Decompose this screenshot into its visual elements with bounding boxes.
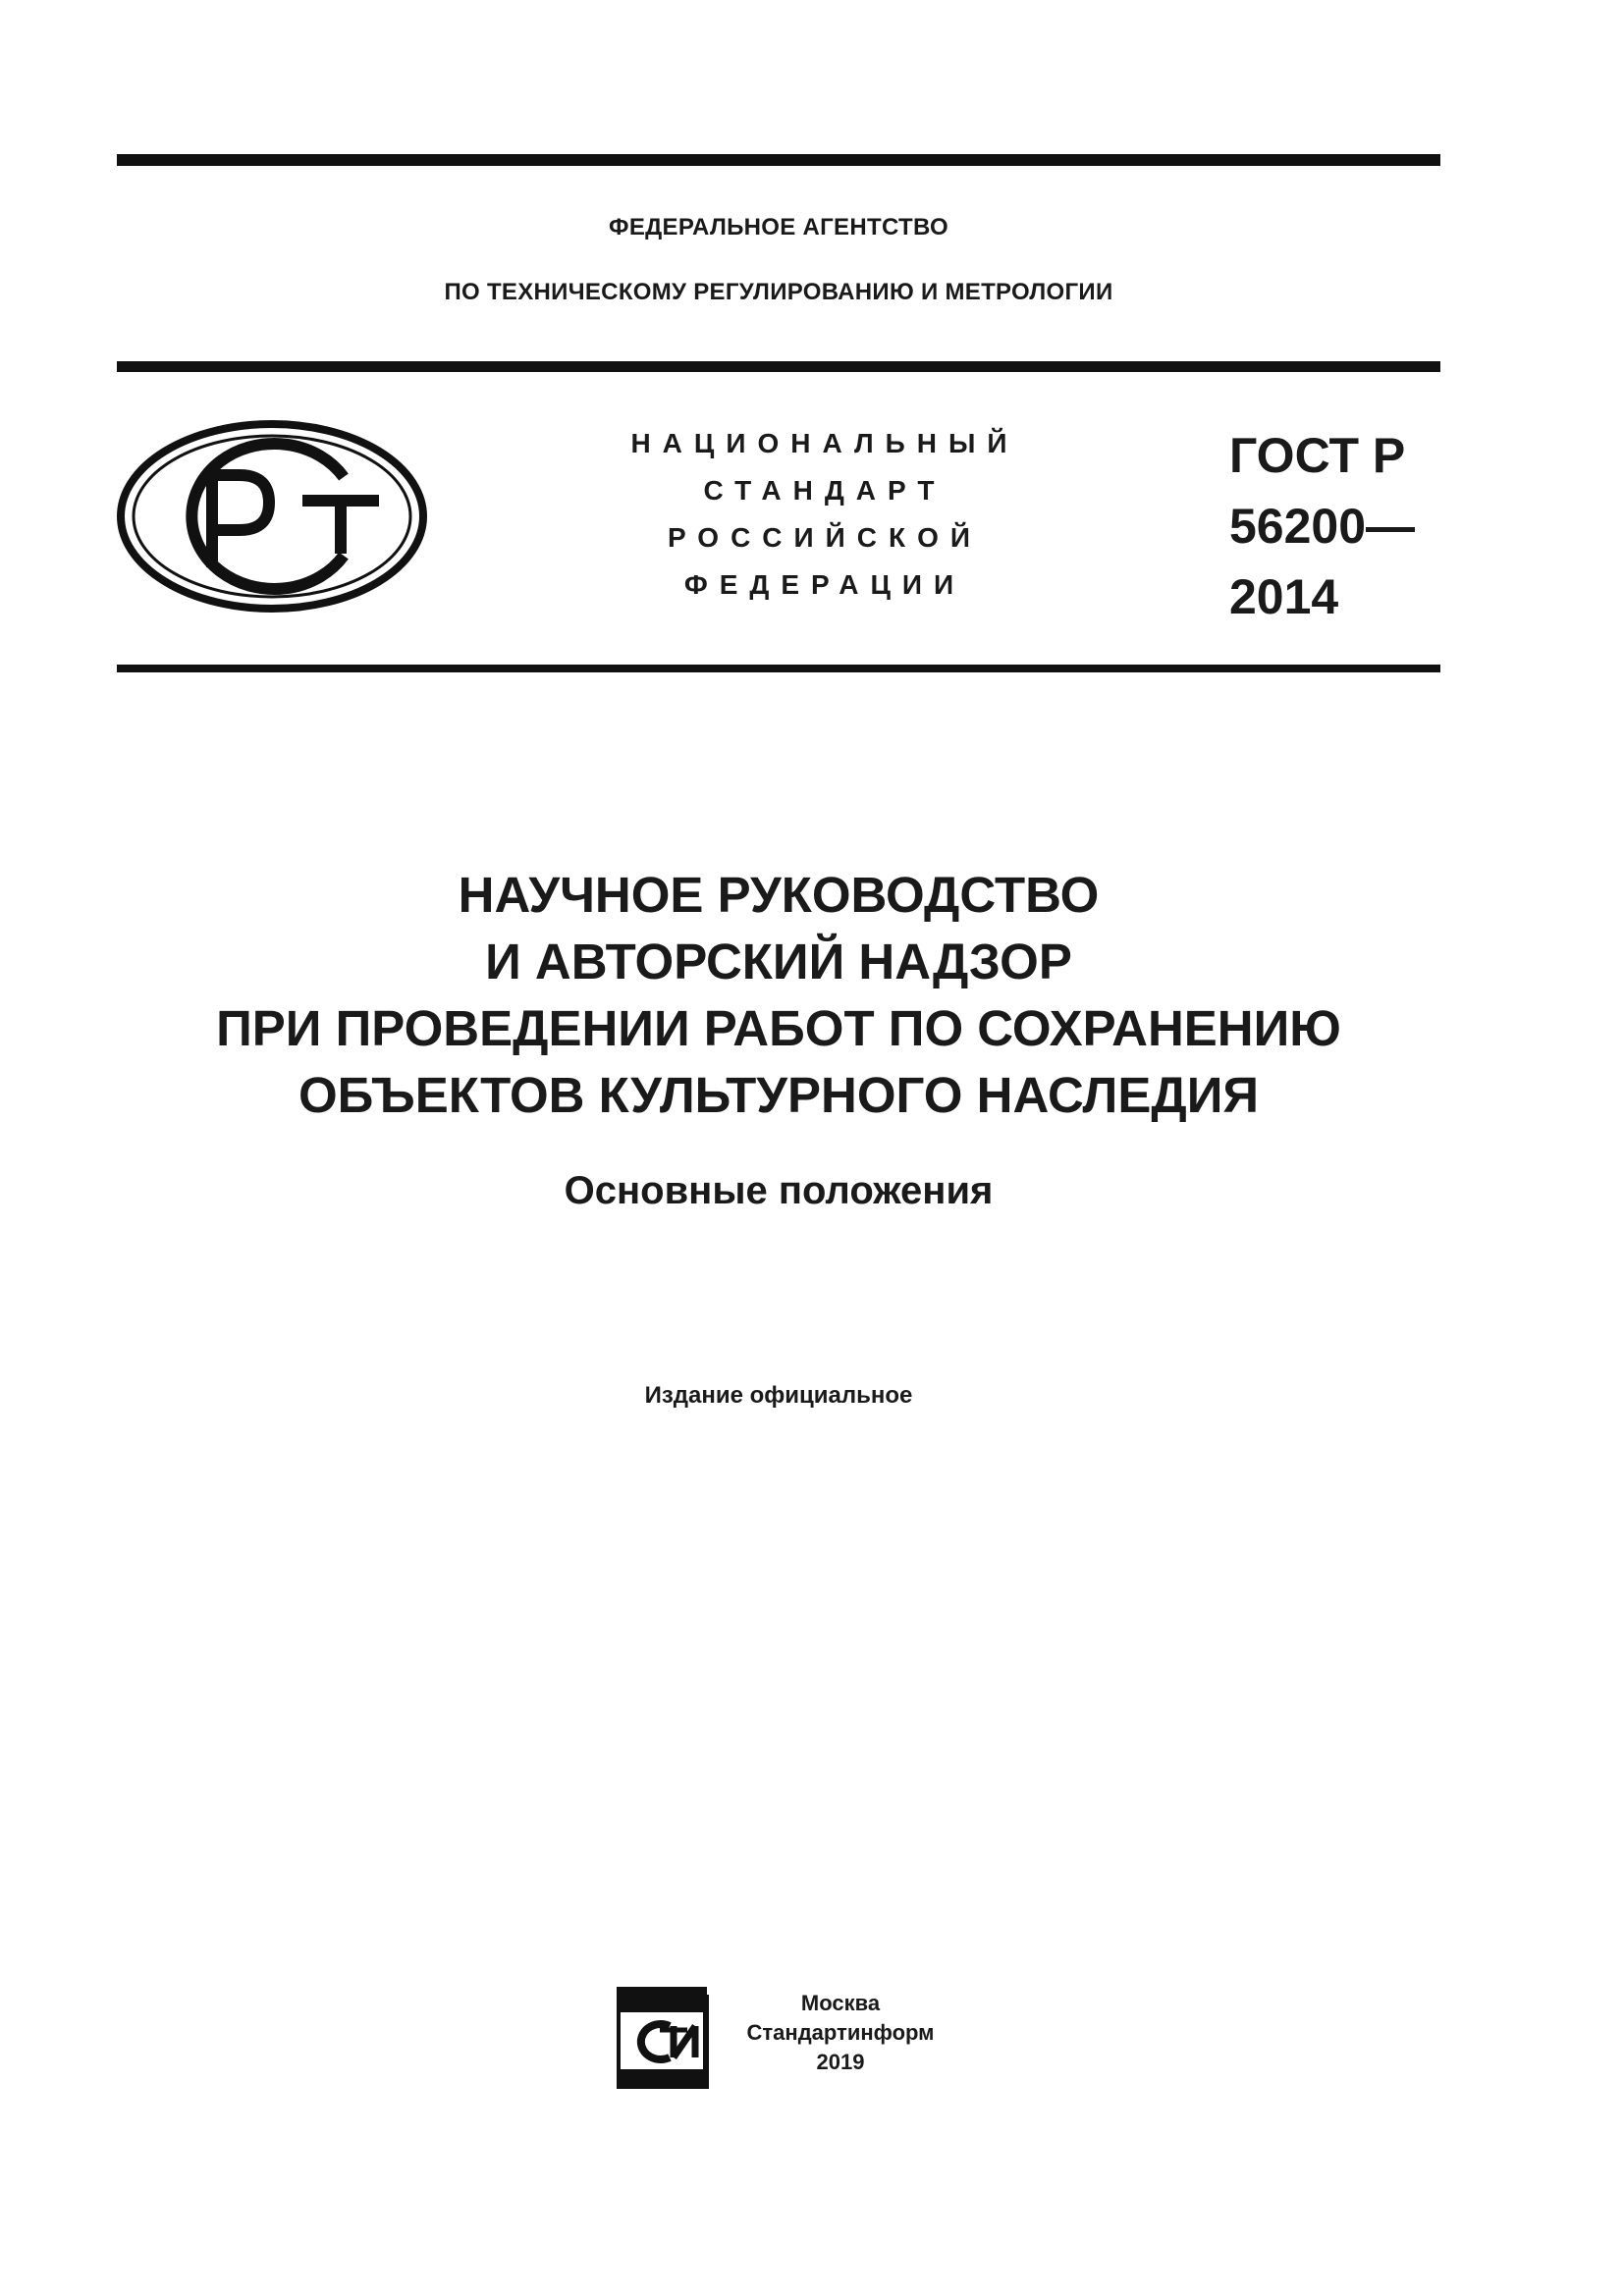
gost-designation-line-3: 2014: [1229, 569, 1339, 624]
document-title-line-3: ПРИ ПРОВЕДЕНИИ РАБОТ ПО СОХРАНЕНИЮ: [216, 1000, 1341, 1056]
agency-line-2: ПО ТЕХНИЧЕСКОМУ РЕГУЛИРОВАНИЮ И МЕТРОЛОГИИ: [444, 279, 1113, 305]
publisher-city: Москва: [800, 1991, 881, 2015]
gost-designation-line-2: 56200—: [1229, 499, 1416, 554]
publisher-year: 2019: [816, 2050, 865, 2074]
national-standard-line-2: СТАНДАРТ: [703, 475, 947, 506]
middle-rule: [117, 361, 1440, 372]
document-title-line-4: ОБЪЕКТОВ КУЛЬТУРНОГО НАСЛЕДИЯ: [298, 1067, 1260, 1123]
edition-note: Издание официальное: [644, 1382, 913, 1409]
gost-designation: [1229, 420, 1465, 632]
document-title: [117, 862, 1440, 1129]
agency-line-1: ФЕДЕРАЛЬНОЕ АГЕНТСТВО: [609, 214, 948, 240]
document-title-line-2: И АВТОРСКИЙ НАДЗОР: [485, 934, 1072, 989]
rst-certification-logo-icon: [116, 418, 428, 614]
national-standard-line-3: РОССИЙСКОЙ: [668, 522, 982, 553]
national-standard-line-1: НАЦИОНАЛЬНЫЙ: [630, 428, 1019, 458]
document-subtitle: Основные положения: [564, 1169, 994, 1212]
gost-designation-line-1: ГОСТ Р: [1229, 428, 1406, 483]
national-standard-line-4: ФЕДЕРАЦИИ: [683, 569, 966, 600]
document-title-line-1: НАУЧНОЕ РУКОВОДСТВО: [458, 867, 1100, 923]
bottom-rule: [117, 665, 1440, 672]
standartinform-logo-icon: [617, 1987, 711, 2093]
publisher-info: [725, 1989, 956, 2077]
top-rule: [117, 154, 1440, 166]
publisher-name: Стандартинформ: [746, 2020, 935, 2045]
